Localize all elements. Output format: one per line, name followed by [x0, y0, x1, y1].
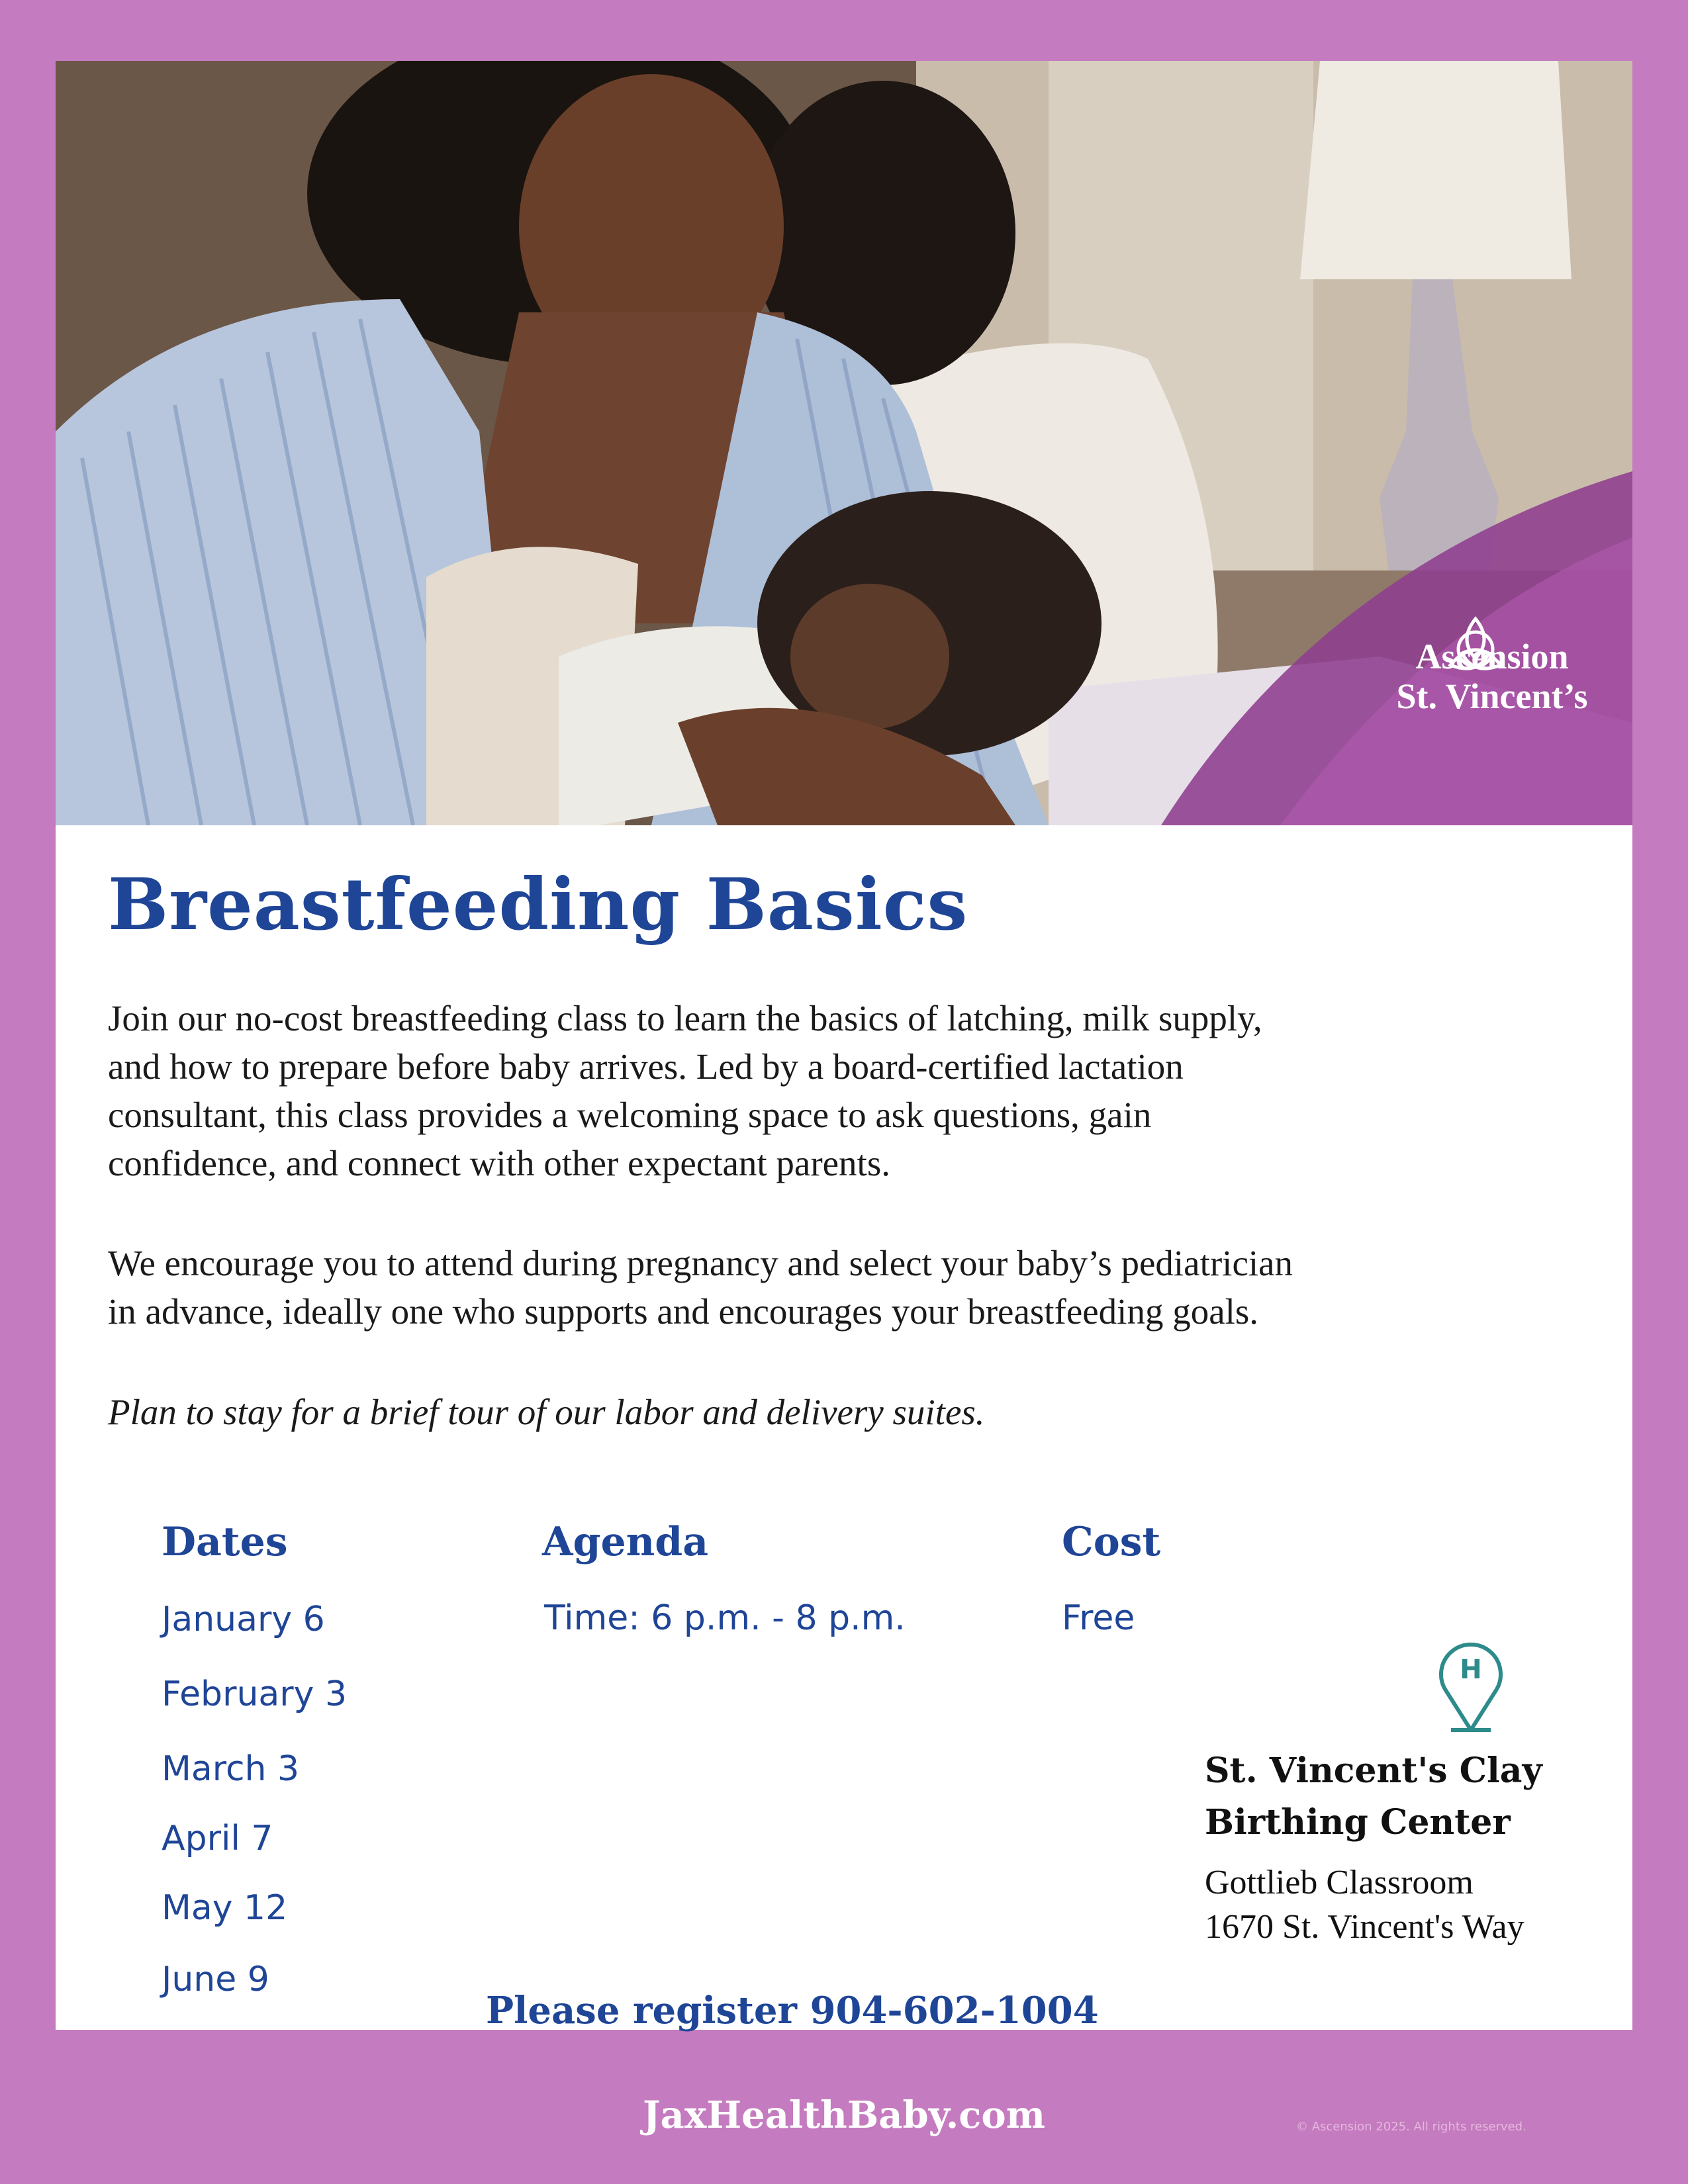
dates-heading: Dates	[162, 1519, 288, 1565]
venue-name-line-2: Birthing Center	[1205, 1802, 1511, 1843]
venue-name-line-1: St. Vincent's Clay	[1205, 1751, 1542, 1791]
intro-p2-line: We encourage you to attend during pregnancy and select your baby’s pediatrician	[108, 1243, 1293, 1283]
cost-heading: Cost	[1062, 1519, 1161, 1565]
register-phone[interactable]: Please register 904-602-1004	[486, 1989, 1099, 2032]
date-item: June 9	[162, 1960, 269, 1999]
date-item: February 3	[162, 1674, 348, 1714]
intro-p1-line: Join our no-cost breastfeeding class to learn the basics of latching, milk supply,	[108, 998, 1262, 1038]
flyer-panel	[56, 61, 1632, 2030]
date-item: April 7	[162, 1819, 273, 1858]
intro-paragraph-2	[108, 1239, 1630, 1336]
intro-p1-line: confidence, and connect with other expectant parents.	[108, 1143, 890, 1183]
logo-line-1: Ascension	[1415, 637, 1569, 676]
hospital-pin-icon	[1431, 1631, 1511, 1737]
date-item: January 6	[162, 1600, 325, 1639]
pin-letter: H	[1460, 1655, 1482, 1685]
tour-note: Plan to stay for a brief tour of our labor and delivery suites.	[108, 1392, 985, 1432]
intro-p2-line: in advance, ideally one who supports and encourages your breastfeeding goals.	[108, 1291, 1259, 1332]
hero-photo	[56, 61, 1632, 825]
venue-room: Gottlieb Classroom	[1205, 1864, 1474, 1901]
date-item: May 12	[162, 1888, 288, 1928]
agenda-time: Time: 6 p.m. - 8 p.m.	[544, 1598, 906, 1638]
website-link[interactable]: JaxHealthBaby.com	[643, 2093, 1045, 2137]
intro-p1-line: consultant, this class provides a welcoming space to ask questions, gain	[108, 1095, 1152, 1135]
logo-line-2: St. Vincent’s	[1396, 676, 1588, 716]
intro-p1-line: and how to prepare before baby arrives. Led by a board-certified lactation	[108, 1046, 1184, 1087]
date-item: March 3	[162, 1749, 300, 1789]
intro-paragraph-1	[108, 994, 1630, 1187]
page-title: Breastfeeding Basics	[108, 863, 968, 946]
copyright-text: © Ascension 2025. All rights reserved.	[1296, 2120, 1526, 2134]
agenda-heading: Agenda	[542, 1519, 709, 1565]
venue-address: 1670 St. Vincent's Way	[1205, 1908, 1524, 1946]
cost-value: Free	[1062, 1598, 1135, 1638]
ascension-logo	[1353, 637, 1631, 716]
venue-name	[1205, 1745, 1542, 1848]
